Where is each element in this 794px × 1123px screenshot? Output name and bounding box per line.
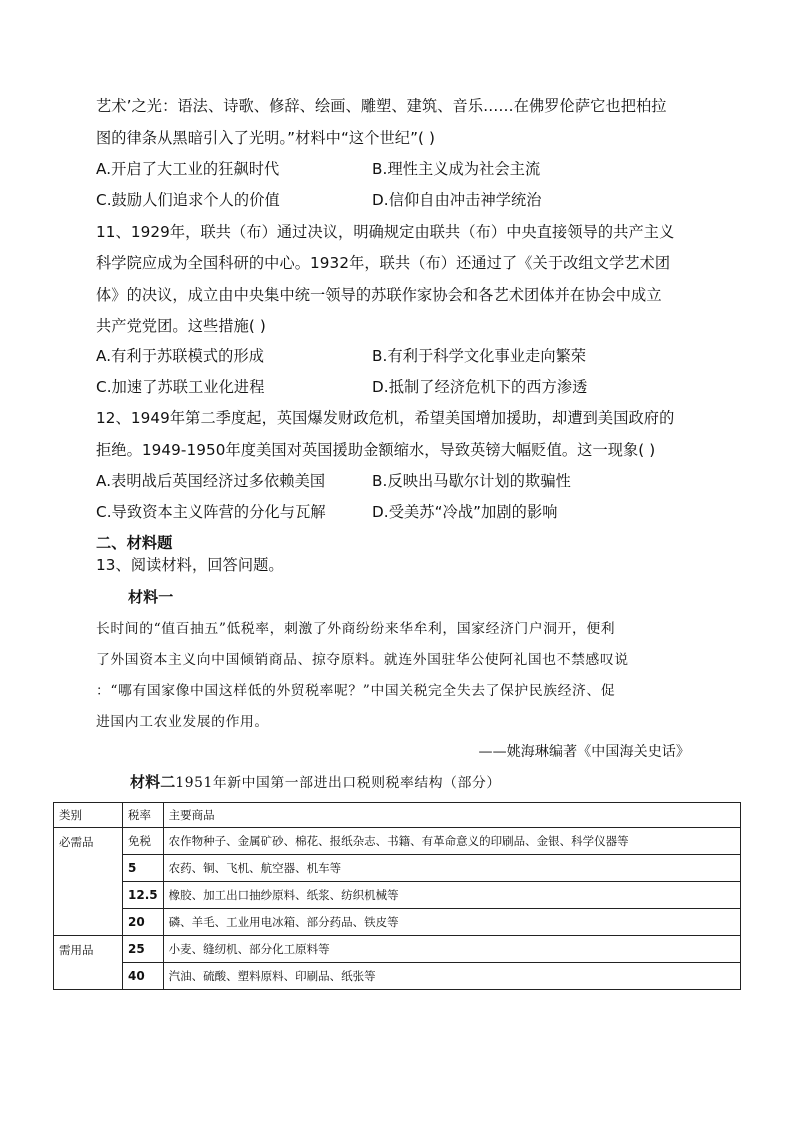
category-cell: 需用品: [54, 936, 123, 990]
q11-option-b: B.有利于科学文化事业走向繁荣: [372, 347, 587, 365]
header-category: 类别: [54, 803, 123, 828]
material-2-heading: [130, 772, 501, 793]
q11-option-c: C.加速了苏联工业化进程: [96, 378, 265, 396]
q11-stem-line-3: 体》的决议，成立由中央集中统一领导的苏联作家协会和各艺术团体并在协会中成立: [96, 286, 662, 304]
rate-cell: 25: [123, 936, 164, 963]
goods-cell: 磷、羊毛、工业用电冰箱、部分药品、铁皮等: [163, 909, 740, 936]
rate-cell: 5: [123, 855, 164, 882]
q13-stem: 13、阅读材料，回答问题。: [96, 556, 284, 574]
q10-stem-line-2: 图的律条从黑暗引入了光明。”材料中“这个世纪”( ): [96, 129, 436, 147]
material-2-label: 材料二: [130, 773, 176, 791]
table-row: [54, 963, 741, 990]
q10-option-d: D.信仰自由冲击神学统治: [372, 191, 542, 209]
material-1-source: ——姚海琳编著《中国海关史话》: [478, 744, 690, 760]
header-rate: 税率: [123, 803, 164, 828]
material-1-line-1: 长时间的“值百抽五”低税率，刺激了外商纷纷来华牟利，国家经济门户洞开，便利: [96, 621, 616, 637]
rate-cell: 40: [123, 963, 164, 990]
goods-cell: 橡胶、加工出口抽纱原料、纸浆、纺织机械等: [163, 882, 740, 909]
goods-cell: 农药、铜、飞机、航空器、机车等: [163, 855, 740, 882]
q10-option-b: B.理性主义成为社会主流: [372, 160, 541, 178]
q11-stem-line-4: 共产党党团。这些措施( ): [96, 317, 266, 335]
q10-stem-line-1: 艺术’之光：语法、诗歌、修辞、绘画、雕塑、建筑、音乐……在佛罗伦萨它也把柏拉: [96, 97, 667, 115]
category-cell: 必需品: [54, 828, 123, 936]
table-row: [54, 882, 741, 909]
rate-cell: 免税: [123, 828, 164, 855]
table-row: [54, 909, 741, 936]
section-title: 二、材料题: [96, 534, 173, 552]
tax-rate-table: [53, 802, 741, 990]
q12-stem-line-2: 拒绝。1949-1950年度美国对英国援助金额缩水，导致英镑大幅贬值。这一现象( ): [96, 441, 656, 459]
table-header-row: [54, 803, 741, 828]
material-2-title: 1951年新中国第一部进出口税则税率结构（部分）: [175, 775, 501, 791]
q12-option-a: A.表明战后英国经济过多依赖美国: [96, 472, 326, 490]
q12-option-c: C.导致资本主义阵营的分化与瓦解: [96, 503, 326, 521]
q12-option-b: B.反映出马歇尔计划的欺骗性: [372, 472, 571, 490]
q12-stem-line-1: 12、1949年第二季度起，英国爆发财政危机，希望美国增加援助，却遭到美国政府的: [96, 409, 675, 427]
table-row: [54, 936, 741, 963]
material-1-line-3: ：“哪有国家像中国这样低的外贸税率呢？”中国关税完全失去了保护民族经济、促: [96, 683, 616, 699]
q11-stem-line-2: 科学院应成为全国科研的中心。1932年，联共（布）还通过了《关于改组文学艺术团: [96, 254, 671, 272]
material-1-line-4: 进国内工农业发展的作用。: [96, 714, 269, 730]
q11-stem-line-1: 11、1929年，联共（布）通过决议，明确规定由联共（布）中央直接领导的共产主义: [96, 223, 675, 241]
rate-cell: 20: [123, 909, 164, 936]
material-1-label: 材料一: [128, 588, 174, 606]
table-row: [54, 855, 741, 882]
goods-cell: 小麦、缝纫机、部分化工原料等: [163, 936, 740, 963]
goods-cell: 农作物种子、金属矿砂、棉花、报纸杂志、书籍、有革命意义的印刷品、金银、科学仪器等: [163, 828, 740, 855]
q11-option-d: D.抵制了经济危机下的西方渗透: [372, 378, 588, 396]
q10-option-a: A.开启了大工业的狂飙时代: [96, 160, 280, 178]
q10-option-c: C.鼓励人们追求个人的价值: [96, 191, 280, 209]
goods-cell: 汽油、硫酸、塑料原料、印刷品、纸张等: [163, 963, 740, 990]
table-row: [54, 828, 741, 855]
q11-option-a: A.有利于苏联模式的形成: [96, 347, 265, 365]
q12-option-d: D.受美苏“冷战”加剧的影响: [372, 503, 558, 521]
header-goods: 主要商品: [163, 803, 740, 828]
material-1-line-2: 了外国资本主义向中国倾销商品、掠夺原料。就连外国驻华公使阿礼国也不禁感叹说: [96, 652, 629, 668]
rate-cell: 12.5: [123, 882, 164, 909]
